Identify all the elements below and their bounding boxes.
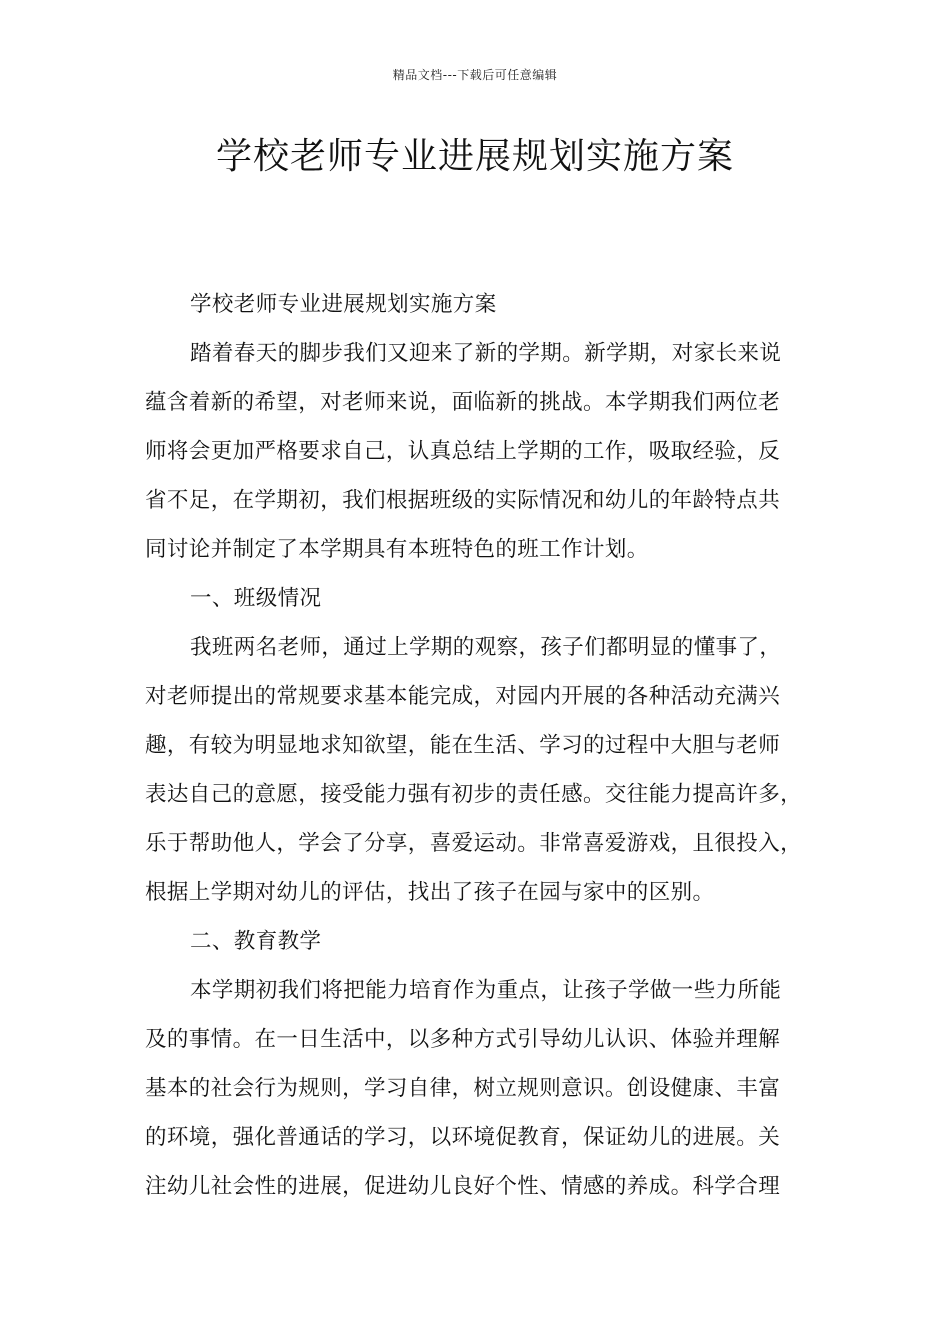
document-body xyxy=(145,280,807,1211)
text-line: 根据上学期对幼儿的评估，找出了孩子在园与家中的区别。 xyxy=(145,880,715,905)
text-line: 省不足，在学期初，我们根据班级的实际情况和幼儿的年龄特点共 xyxy=(145,488,781,513)
document-title: 学校老师专业进展规划实施方案 xyxy=(215,136,734,177)
text-line: 本学期初我们将把能力培育作为重点，让孩子学做一些力所能 xyxy=(190,978,782,1003)
text-line: 趣，有较为明显地求知欲望，能在生活、学习的过程中大胆与老师 xyxy=(145,733,781,758)
text-line: 表达自己的意愿，接受能力强有初步的责任感。交往能力提高许多， xyxy=(145,782,803,807)
text-line: 蕴含着新的希望，对老师来说，面临新的挑战。本学期我们两位老 xyxy=(145,390,781,415)
text-line: 及的事情。在一日生活中，以多种方式引导幼儿认识、体验并理解 xyxy=(145,1027,781,1052)
section-heading: 一、班级情况 xyxy=(190,586,322,611)
section-heading: 二、教育教学 xyxy=(190,929,322,954)
text-line: 对老师提出的常规要求基本能完成，对园内开展的各种活动充满兴 xyxy=(145,684,781,709)
text-line: 踏着春天的脚步我们又迎来了新的学期。新学期，对家长来说 xyxy=(190,341,782,366)
text-line: 我班两名老师，通过上学期的观察，孩子们都明显的懂事了， xyxy=(190,635,782,660)
header-note: 精品文档---下载后可任意编辑 xyxy=(392,68,558,82)
text-line: 同讨论并制定了本学期具有本班特色的班工作计划。 xyxy=(145,537,649,562)
text-line: 学校老师专业进展规划实施方案 xyxy=(190,292,497,317)
text-line: 的环境，强化普通话的学习，以环境促教育，保证幼儿的进展。关 xyxy=(145,1125,781,1150)
text-line: 注幼儿社会性的进展，促进幼儿良好个性、情感的养成。科学合理 xyxy=(145,1174,781,1199)
text-line: 乐于帮助他人，学会了分享，喜爱运动。非常喜爱游戏，且很投入， xyxy=(145,831,803,856)
text-line: 师将会更加严格要求自己，认真总结上学期的工作，吸取经验，反 xyxy=(145,439,781,464)
text-line: 基本的社会行为规则，学习自律，树立规则意识。创设健康、丰富 xyxy=(145,1076,781,1101)
